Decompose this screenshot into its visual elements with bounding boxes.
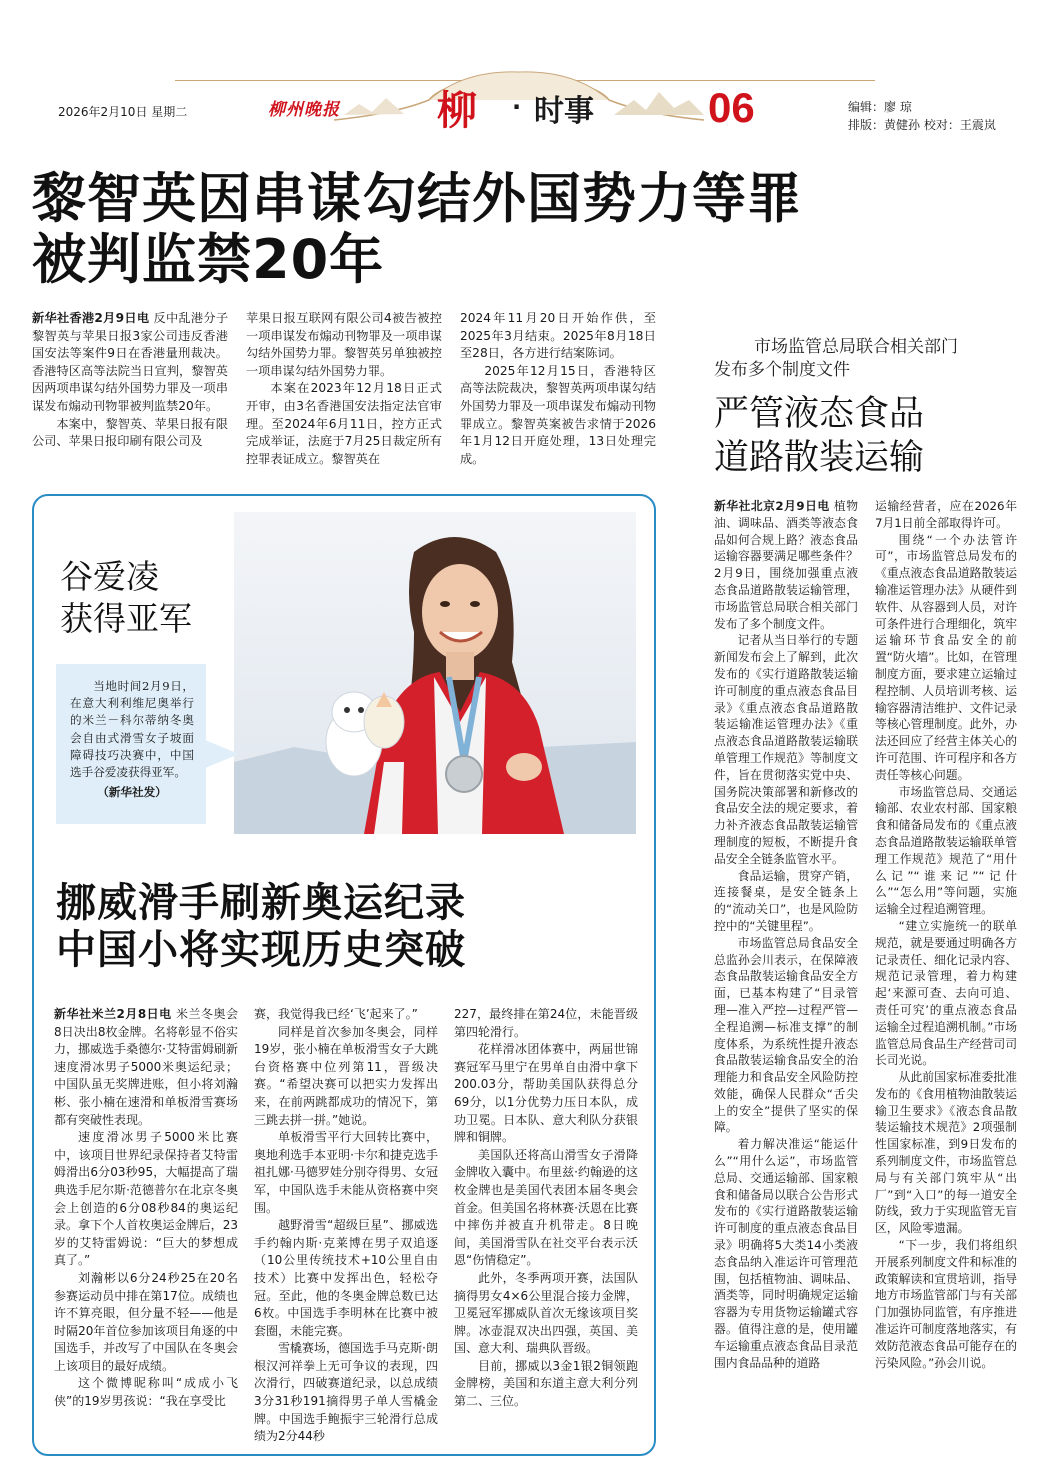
newspaper-logo: 柳州晚报 — [268, 100, 340, 120]
dateline: 新华社米兰2月8日电 — [54, 1007, 172, 1021]
olympics-headline-line2: 中国小将实现历史突破 — [56, 927, 466, 973]
paragraph: 运输经营者，应在2026年7月1日前全部取得许可。 — [875, 499, 1017, 530]
caption-pointer — [205, 740, 239, 768]
caption-source: （新华社发） — [97, 785, 167, 800]
olympics-col2 — [254, 1006, 438, 1446]
paragraph: 记者从当日举行的专题新闻发布会上了解到，此次发布的《实行道路散装运输许可制度的重点液态食品目录》《重点液态食品道路散装运输准运管理办法》《重点液态食品道路散装运输联单管理工作规范》等制度文件，旨在贯彻落实党中央、国务院决策部署和新修改的食品安全法的规定要求，着力补齐液态食品散装运输管理制度的短板，不断提升食品安全全链条监管水平。 — [714, 633, 858, 866]
paragraph: 美国队还将高山滑雪女子滑降金牌收入囊中。布里兹·约翰逊的这枚金牌也是美国代表团本届冬奥会首金。但美国名将林赛·沃恩在比赛中摔伤并被直升机带走。8日晚间，美国滑雪队在社交平台表示沃恩“伤情稳定”。 — [454, 1147, 638, 1268]
right-article-col1 — [714, 498, 858, 1371]
paragraph: “下一步，我们将组织开展系列制度文件和标准的政策解读和宣贯培训，指导地方市场监管部门与有关部门加强协同监管，有序推进准运许可制度落地落实，有效防范液态食品可能存在的污染风险。”孙会川说。 — [875, 1238, 1017, 1370]
paragraph-text: 米兰冬奥会8日决出8枚金牌。名将彰显不俗实力，挪威选手桑德尔·艾特雷姆刷新速度滑冰男子5000米奥运纪录；中国队虽无奖牌进账，但小将刘瀚彬、张小楠在速滑和单板滑雪赛场都有突破性表现。 — [54, 1007, 238, 1127]
paragraph-text: 植物油、调味品、酒类等液态食品如何合规上路？液态食品运输容器要满足哪些条件？2月9日，围绕加强重点液态食品道路散装运输管理，市场监管总局联合相关部门发布了多个制度文件。 — [714, 499, 859, 631]
paragraph: 2024年11月20日开始作供，至2025年3月结束。2025年8月18日至28日，各方进行结案陈词。 — [460, 311, 656, 361]
photo-subtitle — [60, 556, 192, 640]
paragraph: 同样是首次参加冬奥会，同样19岁，张小楠在单板滑雪女子大跳台资格赛中位列第11，晋级决赛。“希望决赛可以把实力发挥出来，在前两跳都成功的情况下，第三跳去拼一拼。”她说。 — [254, 1024, 438, 1127]
lead-article-col1 — [32, 310, 228, 451]
section-name: 时事 — [534, 94, 594, 129]
paragraph: 着力解决准运“能运什么”“用什么运”，市场监管总局、交通运输部、国家粮食和储备局以联合公告形式发布的《实行道路散装运输许可制度的重点液态食品目录》明确将5大类14小类液态食品纳入准运许可管理范围，包括植物油、调味品、酒类等，同时明确规定运输容器为专用货物运输罐式容器。值得注意的是，使用罐车运输重点液态食品目录范围内食品品种的道路 — [714, 1137, 858, 1370]
photo-subtitle-line1: 谷爱凌 — [60, 557, 159, 596]
paragraph: 本案在2023年12月18日正式开审，由3名香港国安法指定法官审理。至2024年6月11日，控方正式完成举证，法庭于7月25日裁定所有控罪表证成立。黎智英在 — [246, 381, 442, 466]
paragraph: 赛，我觉得我已经‘飞’起来了。” — [254, 1007, 418, 1021]
paragraph — [32, 310, 228, 416]
section-separator: · — [512, 93, 522, 121]
paragraph — [714, 498, 858, 632]
paragraph: 2025年12月15日，香港特区高等法院裁决，黎智英两项串谋勾结外国势力罪及一项串谋发布煽动刊物罪成立。黎智英案被告求情于2026年1月12日开庭处理，13日处理完成。 — [460, 363, 656, 466]
editorial-credits — [848, 98, 996, 134]
paragraph: 食品运输，贯穿产销，连接餐桌，是安全链条上的“流动关口”，也是风险防控中的“关键里程”。 — [714, 868, 858, 933]
right-title-line1: 严管液态食品 — [714, 394, 925, 434]
lead-article-col2 — [246, 310, 442, 468]
paragraph: 越野滑雪“超级巨星”、挪威选手约翰内斯·克莱博在男子双追逐（10公里传统技术+10公里自由技术）比赛中发挥出色，轻松夺冠。至此，他的冬奥金牌总数已达6枚。中国选手李明林在比赛中被套圈，未能完赛。 — [254, 1218, 438, 1338]
editor-line: 编辑：廖 琼 — [848, 100, 912, 114]
page-number: 06 — [708, 84, 755, 131]
kicker-line2: 发布多个制度文件 — [714, 360, 850, 380]
right-article-title — [714, 392, 1014, 480]
lead-headline-line2: 被判监禁20年 — [32, 228, 385, 291]
paragraph: 目前，挪威以3金1银2铜领跑金牌榜，美国和东道主意大利分列第二、三位。 — [454, 1358, 638, 1409]
athlete-illustration — [234, 512, 636, 834]
lead-article-col3 — [460, 310, 656, 468]
paragraph: 雪橇赛场，德国选手马克斯·朗根汉河祥拳上无可争议的表现，四次滑行，四破赛道纪录，以总成绩3分31秒191摘得男子单人雪橇金牌。中国选手鲍振宇三轮滑行总成绩为2分44秒 — [254, 1341, 438, 1444]
dateline: 新华社香港2月9日电 — [32, 311, 150, 325]
right-article-col2 — [875, 498, 1017, 1371]
dateline: 新华社北京2月9日电 — [714, 499, 830, 513]
section-logo-char: 柳 — [437, 87, 477, 134]
right-title-line2: 道路散装运输 — [714, 438, 925, 478]
kicker-line1: 市场监管总局联合相关部门 — [754, 337, 958, 357]
paragraph: 苹果日报互联网有限公司4被告被控一项串谋发布煽动刊物罪及一项串谋勾结外国势力罪。黎智英另单独被控一项串谋勾结外国势力罪。 — [246, 311, 442, 378]
olympics-headline-line1: 挪威滑手刷新奥运纪录 — [56, 880, 466, 926]
olympics-headline — [56, 880, 636, 974]
paragraph — [54, 1006, 238, 1129]
paragraph: 市场监管总局食品安全总监孙会川表示，在保障液态食品散装运输食品安全方面，已基本构建了“目录管理—准入严控—过程严管—全程追溯—标准支撑”的制度体系，为系统性提升液态食品散装运输食品安全的治理能力和食品安全风险防控效能，确保人民群众“舌尖上的安全”提供了坚实的保障。 — [714, 935, 858, 1135]
paragraph: 单板滑雪平行大回转比赛中，奥地利选手本亚明·卡尔和捷克选手祖扎娜·马德罗娃分别夺得男、女冠军，中国队选手未能从资格赛中突围。 — [254, 1130, 438, 1215]
olympics-col3 — [454, 1006, 638, 1411]
caption-text: 当地时间2月9日，在意大利利维尼奥举行的米兰－科尔蒂纳冬奥会自由式滑雪女子坡面障碍技巧决赛中，中国选手谷爱凌获得亚军。 — [70, 679, 194, 780]
paragraph: 市场监管总局、交通运输部、农业农村部、国家粮食和储备局发布的《重点液态食品道路散装运输联单管理工作规范》规范了“用什么记”“谁来记”“记什么”“怎么用”等问题，实施运输全过程追溯管理。 — [875, 784, 1017, 917]
paragraph: 花样滑冰团体赛中，两届世锦赛冠军马里宁在男单自由滑中拿下200.03分，帮助美国队获得总分69分，以1分优势力压日本队，成功卫冕。日本队、意大利队分获银牌和铜牌。 — [454, 1042, 638, 1145]
photo-subtitle-line2: 获得亚军 — [60, 599, 192, 638]
paragraph: 此外，冬季两项开赛，法国队摘得男女4×6公里混合接力金牌，卫冕冠军挪威队首次无缘该项目奖牌。冰壶混双决出四强，英国、美国、意大利、瑞典队晋级。 — [454, 1270, 638, 1356]
paragraph: 这个微博昵称叫“成成小飞侠”的19岁男孩说：“我在享受比 — [54, 1376, 238, 1409]
issue-date: 2026年2月10日 星期二 — [58, 105, 188, 119]
photo-caption — [56, 664, 206, 824]
lead-headline-line1: 黎智英因串谋勾结外国势力等罪 — [32, 167, 802, 230]
paragraph: 本案中，黎智英、苹果日报有限公司、苹果日报印刷有限公司及 — [32, 416, 228, 449]
athlete-photo — [234, 512, 636, 834]
paragraph: 227，最终排在第24位，未能晋级第四轮滑行。 — [454, 1007, 638, 1039]
paragraph: “建立实施统一的联单规范，就是要通过明确各方记录责任、细化记录内容、规范记录管理，着力构建起‘来源可查、去向可追、责任可究’的重点液态食品运输全过程追溯机制。”市场监管总局食品生产经营司司长司光说。 — [875, 918, 1017, 1068]
paragraph-text: 反中乱港分子黎智英与苹果日报3家公司违反香港国安法等案件9日在香港量刑裁决。香港特区高等法院当日宣判，黎智英因两项串谋勾结外国势力罪及一项串谋发布煽动刊物罪被判监禁20年。 — [32, 311, 229, 413]
olympics-col1 — [54, 1006, 238, 1411]
right-article-kicker — [714, 336, 1014, 382]
layout-proof-line: 排版：黄健孙 校对：王震岚 — [848, 118, 996, 132]
paragraph: 刘瀚彬以6分24秒25在20名参赛运动员中排在第17位。成绩也许不算亮眼，但分量不轻——他是时隔20年首位参加该项目角逐的中国选手，并改写了中国队在冬奥会上该项目的最好成绩。 — [54, 1270, 238, 1373]
paragraph: 速度滑冰男子5000米比赛中，该项目世界纪录保持者艾特雷姆滑出6分03秒95，大幅提高了瑞典选手尼尔斯·范德普尔在北京冬奥会上创造的6分08秒84的奥运纪录。拿下个人首枚奥运金牌后，23岁的艾特雷姆说：“巨大的梦想成真了。” — [54, 1130, 238, 1268]
paragraph: 从此前国家标准委批准发布的《食用植物油散装运输卫生要求》《液态食品散装运输技术规范》2项强制性国家标准，到9日发布的系列制度文件，市场监管总局与有关部门筑牢从“出厂”到“入口”的每一道安全防线，致力于实现监管无盲区，风险零遗漏。 — [875, 1070, 1017, 1236]
paragraph: 围绕“一个办法管许可”，市场监管总局发布的《重点液态食品道路散装运输准运管理办法》从硬件到软件、从容器到人员，对许可条件进行合理细化，筑牢运输环节食品安全的前置“防火墙”。比如，在管理制度方面，要求建立运输过程控制、人员培训考核、运输容器清洁维护、文件记录等核心管理制度。此外，办法还回应了经营主体关心的许可范围、许可程序和各方责任等核心问题。 — [875, 532, 1017, 782]
lead-headline — [32, 168, 872, 290]
